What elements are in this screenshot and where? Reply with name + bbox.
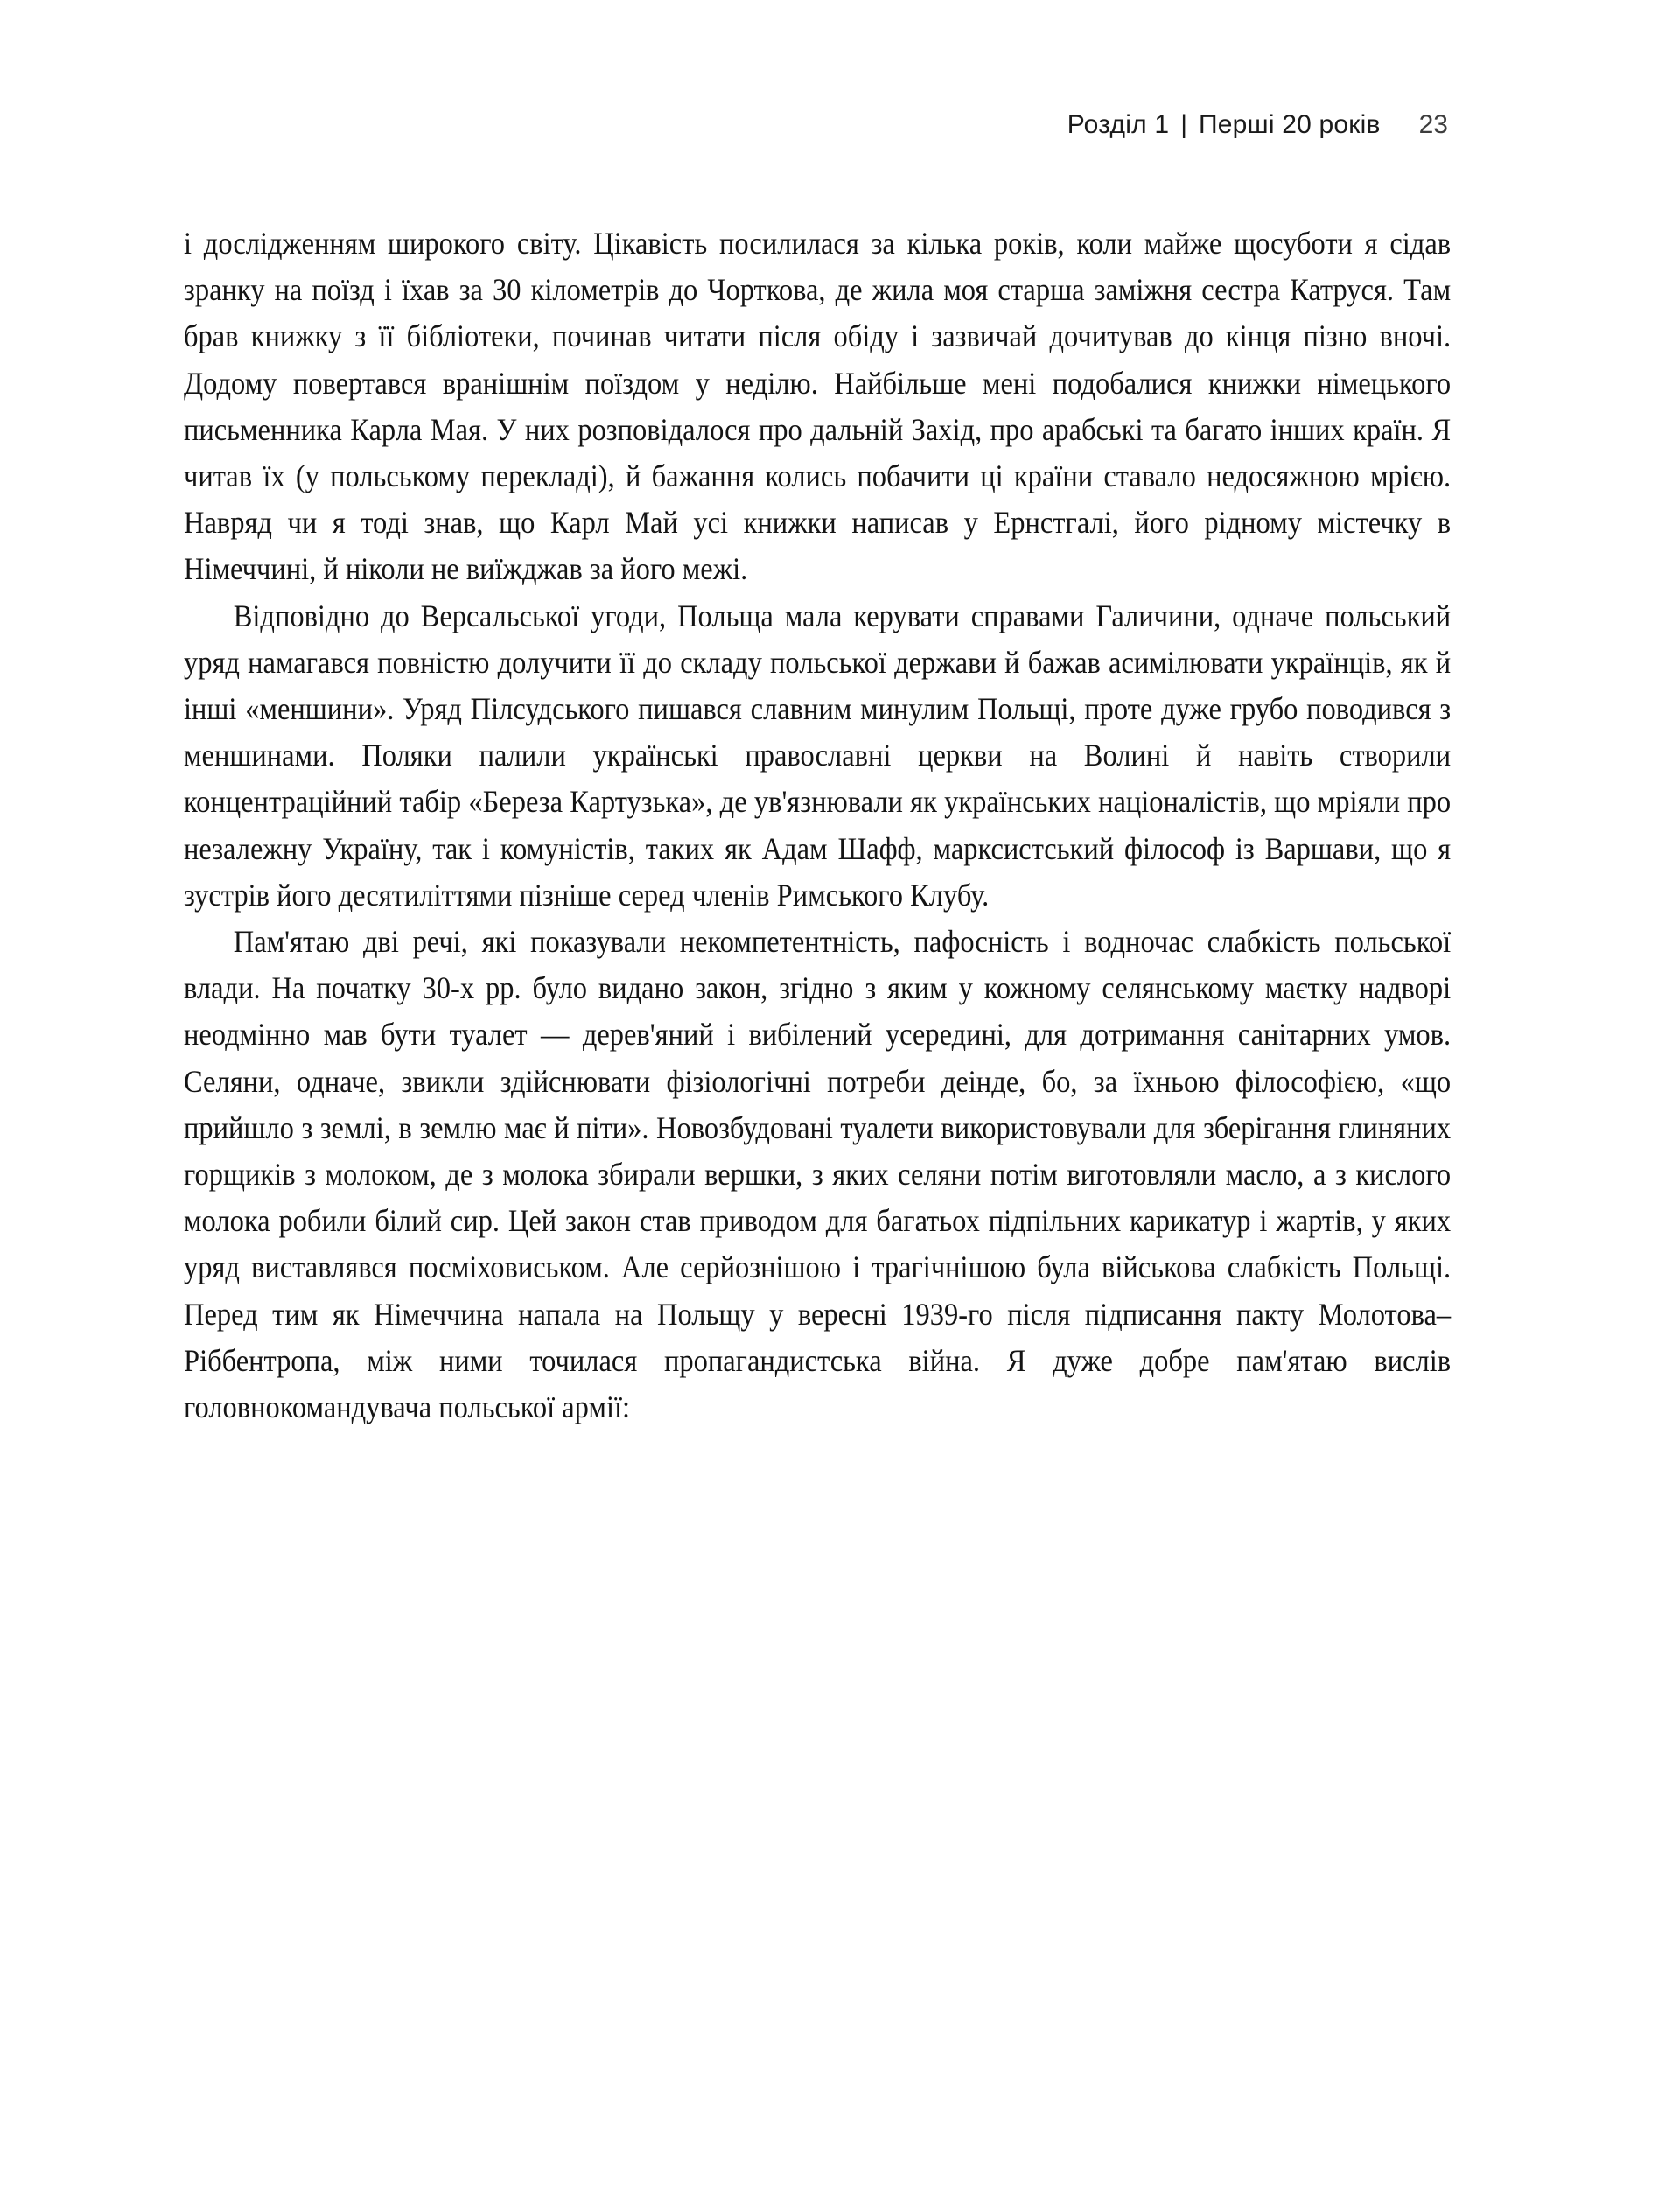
running-head [1068, 110, 1448, 140]
paragraph-2-text: Відповідно до Версальської угоди, Польща мала керувати справами Галичини, одначе польський уряд намагався повністю долучити її до складу польської держави й бажав асимілювати українців, як й інші «меншини». Уряд Пілсудського пишався славним минулим Польщі, проте дуже грубо поводився з меншинами. Поляки палили українські православні церкви на Волині й навіть створили концентраційний табір «Береза Картузька», де ув'язнювали як українських націоналістів, що мріяли про незалежну Україну, так і комуністів, таких як Адам Шафф, марксистський філософ із Варшави, що я зустрів його десятиліттями пізніше серед членів Римського Клубу. [184, 598, 1452, 913]
running-head-title: Перші 20 років [1199, 110, 1381, 139]
paragraph-1-text: і дослідженням широкого світу. Цікавість посилилася за кілька років, коли майже щосуботи я сідав зранку на поїзд і їхав за 30 кілометрів до Чорткова, де жила моя старша заміжня сестра Катруся. Там брав книжку з її бібліотеки, починав читати після обіду і зазвичай дочитував до кінця пізно вночі. Додому повертався вранішнім поїздом у неділю. Найбільше мені подобалися книжки німецького письменника Карла Мая. У них розповідалося про дальній Захід, про арабські та багато інших країн. Я читав їх (у польському перекладі), й бажання колись побачити ці країни ставало недосяжною мрією. Навряд чи я тоді знав, що Карл Май усі книжки написав у Ернстгалі, його рідному містечку в Німеччині, й ніколи не виїжджав за його межі. [184, 226, 1452, 587]
paragraph-1 [184, 220, 1451, 593]
running-head-chapter: Розділ 1 [1067, 110, 1170, 139]
paragraph-2 [184, 593, 1451, 919]
page-number: 23 [1418, 110, 1448, 139]
paragraph-3 [184, 919, 1451, 1431]
body-text-block [184, 220, 1451, 1431]
running-head-separator: | [1180, 110, 1188, 139]
paragraph-3-text: Пам'ятаю дві речі, які показували некомпетентність, пафосність і водночас слабкість польської влади. На початку 30-х рр. було видано закон, згідно з яким у кожному селянському маєтку надворі неодмінно мав бути туалет — дерев'яний і вибілений усередині, для дотримання санітарних умов. Селяни, одначе, звикли здійснювати фізіологічні потреби деінде, бо, за їхньою філософією, «що прийшло з землі, в землю має й піти». Новозбудовані туалети використовували для зберігання глиняних горщиків з молоком, де з молока збирали вершки, з яких селяни потім виготовляли масло, а з кислого молока робили білий сир. Цей закон став приводом для багатьох підпільних карикатур і жартів, у яких уряд виставлявся посміховиськом. Але серйознішою і трагічнішою була військова слабкість Польщі. Перед тим як Німеччина напала на Польщу у вересні 1939-го після підписання пакту Молотова–Ріббентропа, між ними точилася пропагандистська війна. Я дуже добре пам'ятаю вислів головнокомандувача польської армії: [184, 924, 1452, 1425]
